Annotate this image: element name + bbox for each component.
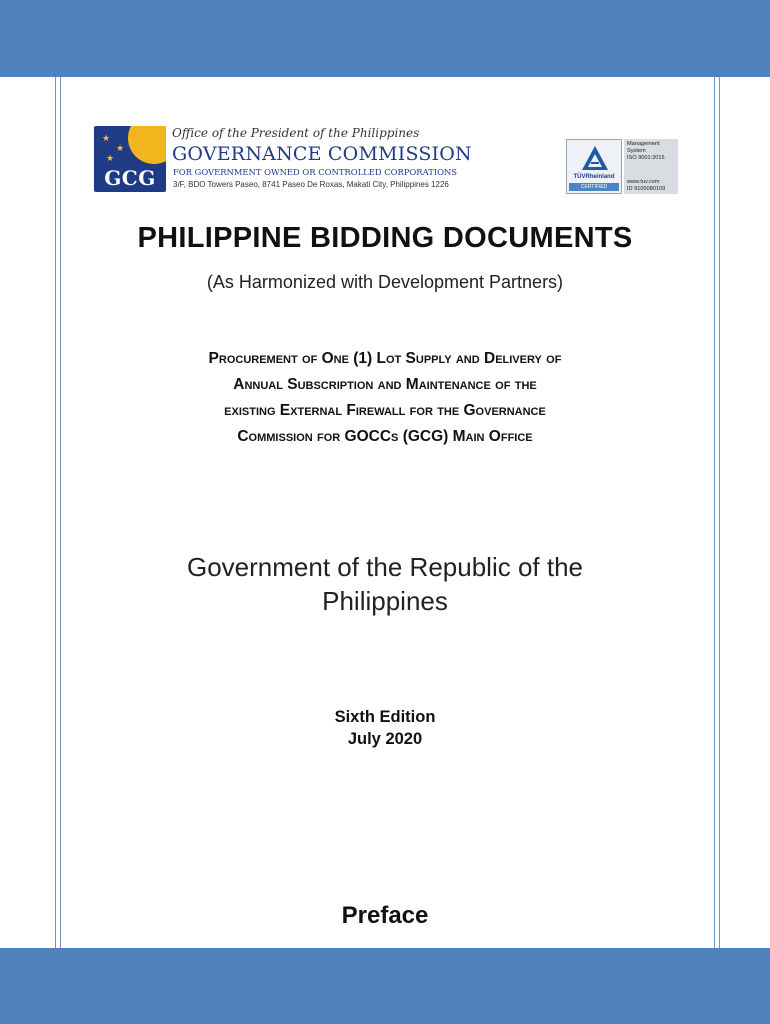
footer-band <box>0 948 770 1024</box>
document-subtitle: (As Harmonized with Development Partners) <box>206 272 564 292</box>
page-border-right-inner <box>714 77 715 948</box>
commission-address: 3/F, BDO Towers Paseo, 8741 Paseo De Roxas, Makati City, Philippines 1226 <box>173 180 449 189</box>
government-name <box>110 550 660 618</box>
cert-line-3: ISO 9001:2015 <box>627 155 665 161</box>
gcg-logo-text: GCG <box>104 166 156 190</box>
cert-website: www.tuv.com <box>627 179 660 185</box>
certification-info <box>624 139 678 194</box>
sun-icon <box>128 126 166 164</box>
project-title-line: Commission for GOCCs (GCG) Main Office <box>237 428 533 445</box>
document-title: PHILIPPINE BIDDING DOCUMENTS <box>137 222 633 254</box>
office-line: Office of the President of the Philippines <box>172 126 420 140</box>
star-icon: ★ <box>116 143 125 153</box>
tuv-logo <box>566 139 622 194</box>
page-border-left-inner <box>60 77 61 948</box>
cert-line-2: System <box>627 148 646 154</box>
project-title <box>90 346 680 450</box>
star-icon: ★ <box>102 133 111 143</box>
certified-strip: CERTIFIED <box>569 183 619 191</box>
project-title-line: Annual Subscription and Maintenance of the <box>233 376 537 393</box>
star-icon: ★ <box>106 153 115 163</box>
project-title-line: Procurement of One (1) Lot Supply and Delivery of <box>208 350 562 367</box>
edition-label: Sixth Edition <box>334 708 436 726</box>
edition-date: July 2020 <box>347 730 423 748</box>
cert-line-1: Management <box>627 141 660 147</box>
government-name-line: Philippines <box>322 586 448 616</box>
iso-certification-badge <box>566 139 678 194</box>
government-name-line: Government of the Republic of the <box>186 552 583 582</box>
header-band <box>0 0 770 77</box>
section-heading: Preface <box>341 902 429 929</box>
edition-block <box>0 706 770 750</box>
gcg-letterhead <box>94 124 504 194</box>
project-title-line: existing External Firewall for the Governance <box>224 402 546 419</box>
cert-id: ID 9105080109 <box>627 186 666 192</box>
commission-name: GOVERNANCE COMMISSION <box>172 143 472 165</box>
commission-subtitle: FOR GOVERNMENT OWNED OR CONTROLLED CORPORATIONS <box>173 167 458 177</box>
page-border-left-outer <box>55 77 56 948</box>
page-border-right-outer <box>719 77 720 948</box>
tuv-triangle-icon <box>581 145 609 171</box>
tuv-brand: TÜVRheinland <box>573 174 615 180</box>
gcg-logo <box>94 126 166 192</box>
